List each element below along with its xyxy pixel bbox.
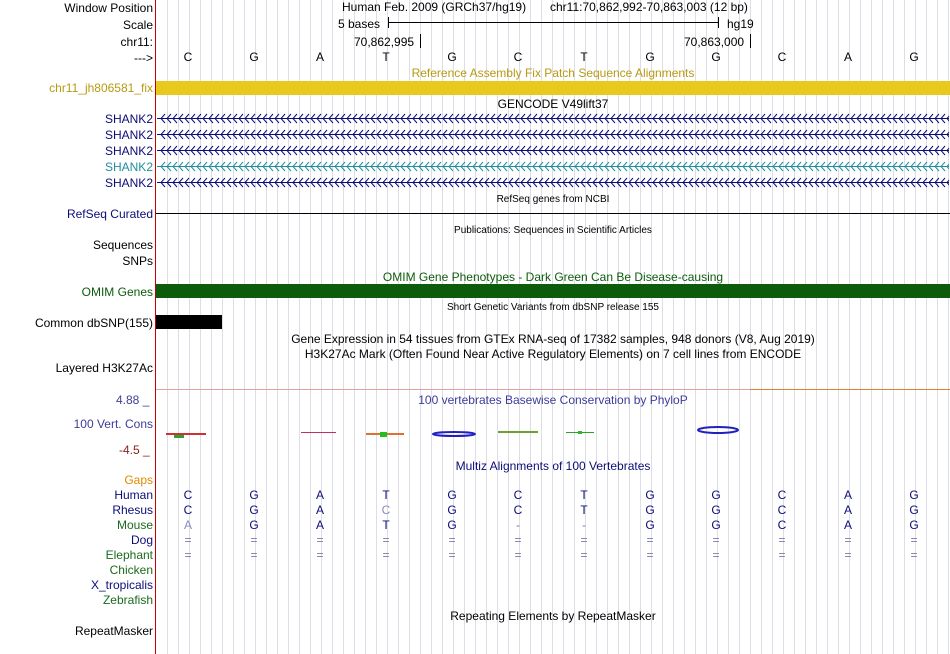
h3k27ac-track-label[interactable]: Layered H3K27Ac — [55, 361, 153, 375]
multiz-base: T — [580, 503, 588, 517]
phylop-conservation-plot[interactable] — [156, 420, 950, 444]
window-position-text: chr11:70,862,992-70,863,003 (12 bp) — [550, 0, 748, 14]
reference-base: C — [513, 50, 523, 64]
publications-snps-label[interactable]: SNPs — [122, 254, 153, 268]
multiz-base: C — [381, 503, 391, 517]
multiz-base: = — [382, 533, 390, 547]
multiz-base: = — [580, 548, 588, 562]
h3k27ac-signal-baseline[interactable] — [156, 389, 750, 390]
reference-base: A — [315, 50, 324, 64]
multiz-base: G — [711, 488, 721, 502]
multiz-base: C — [777, 503, 787, 517]
multiz-base: A — [315, 503, 324, 517]
omim-track-title: OMIM Gene Phenotypes - Dark Green Can Be Disease-causing — [382, 270, 724, 284]
phylop-mark-g9 — [698, 427, 738, 433]
gencode-gene-label[interactable]: SHANK2 — [104, 112, 153, 126]
phylop-track-title: 100 vertebrates Basewise Conservation by PhyloP — [418, 393, 688, 407]
gencode-gene-label[interactable]: SHANK2 — [104, 144, 153, 158]
refseq-gene-line[interactable] — [156, 213, 950, 214]
phylop-mark-c1 — [166, 433, 206, 438]
multiz-base: G — [909, 518, 919, 532]
scale-bar — [388, 22, 719, 23]
gencode-transcript[interactable] — [157, 129, 949, 140]
ruler-tick-right-label: 70,863,000 — [684, 35, 745, 49]
assembly-name: Human Feb. 2009 (GRCh37/hg19) — [342, 0, 527, 14]
multiz-base: A — [843, 488, 852, 502]
multiz-gaps-label[interactable]: Gaps — [124, 473, 153, 487]
multiz-base: G — [249, 518, 259, 532]
reference-base: G — [645, 50, 655, 64]
multiz-base: A — [315, 488, 324, 502]
multiz-base: = — [646, 533, 654, 547]
reference-base: G — [711, 50, 721, 64]
reference-base: G — [249, 50, 259, 64]
scale-bar-right-cap — [718, 17, 719, 28]
gencode-gene-label[interactable]: SHANK2 — [104, 128, 153, 142]
multiz-base: = — [646, 548, 654, 562]
multiz-base: = — [580, 533, 588, 547]
scale-text: 5 bases — [338, 17, 381, 31]
ruler-tick-right — [750, 34, 751, 48]
fix-patch-alignment-bar[interactable] — [156, 81, 950, 95]
multiz-species-label[interactable]: Chicken — [109, 563, 153, 577]
multiz-species-label[interactable]: X_tropicalis — [90, 578, 153, 592]
multiz-base: = — [910, 548, 918, 562]
multiz-base: C — [513, 503, 523, 517]
phylop-mark-t7 — [566, 431, 594, 434]
chrom-label: chr11: — [120, 35, 153, 49]
gencode-transcript[interactable] — [157, 161, 949, 172]
multiz-base: G — [909, 488, 919, 502]
multiz-base: C — [777, 488, 787, 502]
multiz-base: = — [448, 548, 456, 562]
multiz-base: G — [711, 503, 721, 517]
repeatmasker-track-title: Repeating Elements by RepeatMasker — [450, 609, 656, 623]
refseq-track-label[interactable]: RefSeq Curated — [66, 207, 153, 221]
gencode-transcript[interactable] — [157, 177, 949, 188]
publications-sequences-label[interactable]: Sequences — [92, 238, 153, 252]
phylop-min-value: -4.5 _ — [119, 443, 150, 457]
reference-base: A — [843, 50, 852, 64]
multiz-base: T — [382, 518, 390, 532]
reference-base: T — [580, 50, 588, 64]
multiz-base: = — [778, 548, 786, 562]
phylop-track-label[interactable]: 100 Vert. Cons — [73, 417, 153, 431]
multiz-species-label[interactable]: Dog — [130, 533, 153, 547]
omim-track-label[interactable]: OMIM Genes — [81, 285, 153, 299]
multiz-base: = — [184, 533, 192, 547]
reference-base: G — [447, 50, 457, 64]
db-name: hg19 — [727, 17, 754, 31]
ruler-tick-left — [420, 34, 421, 48]
dbsnp-track-label[interactable]: Common dbSNP(155) — [34, 316, 153, 330]
reference-base: C — [777, 50, 787, 64]
multiz-base: T — [382, 488, 390, 502]
refseq-track-title: RefSeq genes from NCBI — [496, 194, 610, 205]
omim-gene-bar[interactable] — [156, 284, 950, 298]
strand-arrow-label[interactable]: ---> — [134, 51, 153, 65]
multiz-base: = — [844, 533, 852, 547]
reference-base: G — [909, 50, 919, 64]
multiz-species-label[interactable]: Human — [114, 488, 153, 502]
multiz-base: - — [582, 518, 586, 532]
multiz-base: G — [447, 503, 457, 517]
multiz-base: G — [645, 503, 655, 517]
multiz-species-label[interactable]: Rhesus — [112, 503, 153, 517]
multiz-base: = — [910, 533, 918, 547]
multiz-base: = — [844, 548, 852, 562]
gencode-transcript[interactable] — [157, 145, 949, 156]
h3k27ac-track-title: H3K27Ac Mark (Often Found Near Active Regulatory Elements) on 7 cell lines from ENCODE — [304, 347, 802, 361]
multiz-base: = — [382, 548, 390, 562]
multiz-base: G — [645, 518, 655, 532]
multiz-base: G — [909, 503, 919, 517]
fix-patch-track-label[interactable]: chr11_jh806581_fix — [49, 81, 153, 95]
multiz-base: A — [843, 503, 852, 517]
scale-label: Scale — [122, 18, 153, 32]
phylop-mark-g5 — [433, 432, 475, 436]
gencode-track-title: GENCODE V49lift37 — [497, 97, 609, 111]
multiz-base: G — [645, 488, 655, 502]
multiz-base: C — [183, 488, 193, 502]
multiz-base: = — [316, 533, 324, 547]
multiz-base: = — [316, 548, 324, 562]
multiz-base: C — [183, 503, 193, 517]
multiz-base: G — [249, 503, 259, 517]
multiz-base: G — [249, 488, 259, 502]
multiz-base: = — [184, 548, 192, 562]
multiz-base: C — [777, 518, 787, 532]
multiz-base: = — [250, 548, 258, 562]
reference-base: C — [183, 50, 193, 64]
reference-base: T — [382, 50, 390, 64]
gencode-gene-label[interactable]: SHANK2 — [104, 160, 153, 174]
phylop-mark-a3 — [301, 432, 336, 433]
multiz-species-label[interactable]: Elephant — [105, 548, 153, 562]
repeatmasker-track-label[interactable]: RepeatMasker — [74, 624, 153, 638]
window-position-label: Window Position — [64, 1, 153, 15]
multiz-base: = — [514, 548, 522, 562]
gencode-gene-label[interactable]: SHANK2 — [104, 176, 153, 190]
multiz-base: = — [250, 533, 258, 547]
multiz-base: A — [843, 518, 852, 532]
multiz-track-title: Multiz Alignments of 100 Vertebrates — [455, 459, 651, 473]
phylop-mark-c6 — [498, 431, 538, 433]
multiz-base: T — [580, 488, 588, 502]
multiz-base: A — [315, 518, 324, 532]
ruler-tick-left-label: 70,862,995 — [354, 35, 415, 49]
phylop-max-value: 4.88 _ — [116, 393, 150, 407]
multiz-base: = — [514, 533, 522, 547]
multiz-base: - — [516, 518, 520, 532]
multiz-base: A — [183, 518, 192, 532]
gtex-track-title: Gene Expression in 54 tissues from GTEx RNA-seq of 17382 samples, 948 donors (V8, Aug 2019) — [291, 332, 815, 346]
multiz-species-label[interactable]: Zebrafish — [102, 593, 153, 607]
multiz-species-label[interactable]: Mouse — [116, 518, 153, 532]
fix-patch-track-title: Reference Assembly Fix Patch Sequence Alignments — [411, 66, 695, 80]
multiz-base: = — [778, 533, 786, 547]
multiz-base: G — [711, 518, 721, 532]
multiz-base: C — [513, 488, 523, 502]
dbsnp-track-title: Short Genetic Variants from dbSNP release 155 — [447, 302, 659, 313]
multiz-base: = — [448, 533, 456, 547]
multiz-base: G — [447, 488, 457, 502]
dbsnp-variant-bar[interactable] — [156, 315, 222, 329]
phylop-mark-t4 — [366, 432, 404, 437]
publications-track-title: Publications: Sequences in Scientific Articles — [454, 225, 652, 236]
multiz-base: G — [447, 518, 457, 532]
h3k27ac-signal-peak[interactable] — [750, 389, 950, 390]
multiz-base: = — [712, 533, 720, 547]
multiz-base: = — [712, 548, 720, 562]
gencode-transcript[interactable] — [157, 113, 949, 124]
